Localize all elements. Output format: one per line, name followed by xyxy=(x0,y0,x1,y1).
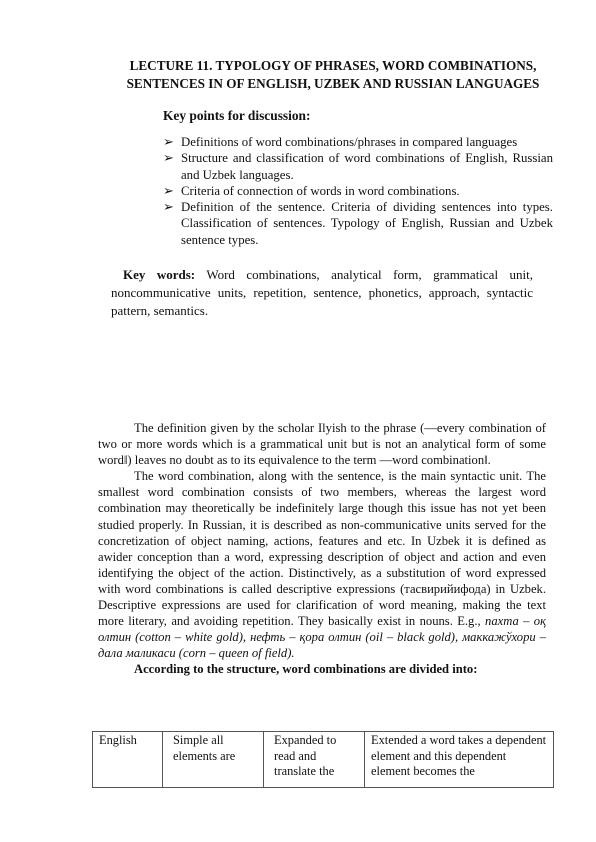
key-point-item xyxy=(163,183,553,199)
paragraph-word-combination-text: The word combination, along with the sentence, is the main syntactic unit. The smallest word combination consists of two members, whereas the largest word combination may theoretically be indefinitely large though this issue has not yet been studied properly. In Russian, it is described as non-communicative units served for the concretization of object naming, actions, features and etc. In Uzbek it is defined as awider conception than a word, expressing description of object and action and even identifying the object of the action. Distinctively, as a substitution of word expressed with word combinations is called descriptive expressions (тасвирийифода) in Uzbek. Descriptive expressions are used for clarification of word meaning, making the text more literary, and avoiding repetition. They basically exist in nouns. E.g., xyxy=(98,469,546,629)
key-points-heading: Key points for discussion: xyxy=(163,108,311,123)
structure-heading: According to the structure, word combinations are divided into: xyxy=(134,662,478,677)
key-point-item xyxy=(163,199,553,248)
paragraph-word-combination xyxy=(98,468,546,661)
keywords-paragraph xyxy=(111,266,533,320)
key-points-list xyxy=(163,134,553,248)
arrow-bullet-icon: ➢ xyxy=(163,183,174,198)
arrow-bullet-icon: ➢ xyxy=(163,200,174,215)
table-cell: English xyxy=(93,732,163,788)
title-line-2: SENTENCES IN OF ENGLISH, UZBEK AND RUSSIAN LANGUAGES xyxy=(126,76,540,91)
key-point-text: Structure and classification of word combinations of English, Russian and Uzbek languages. xyxy=(181,151,553,182)
table-cell: Expanded to read and translate the xyxy=(264,732,365,788)
arrow-bullet-icon: ➢ xyxy=(163,135,174,149)
body-text xyxy=(98,420,546,678)
keywords-text: Word combinations, analytical form, grammatical unit, noncommunicative units, repetition, sentence, phonetics, approach, syntactic pattern, semantics. xyxy=(111,267,534,318)
key-point-item xyxy=(163,150,553,183)
keywords-label: Key words: xyxy=(123,267,196,282)
key-point-text: Definitions of word combinations/phrases in compared languages xyxy=(181,135,518,149)
lecture-title xyxy=(108,57,558,93)
descriptive-examples: пахта – оқ олтин (cotton – white gold), нефть – қора олтин (oil – black gold), маккажўхори – дала маликаси (corn – queen of field). xyxy=(98,614,546,661)
structure-table xyxy=(92,731,554,788)
table-cell: Extended a word takes a dependent element and this dependent element becomes the xyxy=(365,732,554,788)
paragraph-definition: The definition given by the scholar Ilyish to the phrase (―every combination of two or more words which is a grammatical unit but is not an analytical form of some word‖) leaves no doubt as to its equivalence to the term ―word combination‖. xyxy=(98,421,546,468)
key-point-text: Criteria of connection of words in word combinations. xyxy=(181,183,460,198)
table-cell: Simple all elements are xyxy=(163,732,264,788)
key-point-text: Definition of the sentence. Criteria of dividing sentences into types. Classification of sentences. Typology of English, Russian and Uzbek sentence types. xyxy=(181,200,553,247)
title-line-1: LECTURE 11. TYPOLOGY OF PHRASES, WORD COMBINATIONS, xyxy=(129,58,537,73)
table-row xyxy=(93,732,554,788)
arrow-bullet-icon: ➢ xyxy=(163,151,174,166)
key-point-item xyxy=(163,134,553,150)
